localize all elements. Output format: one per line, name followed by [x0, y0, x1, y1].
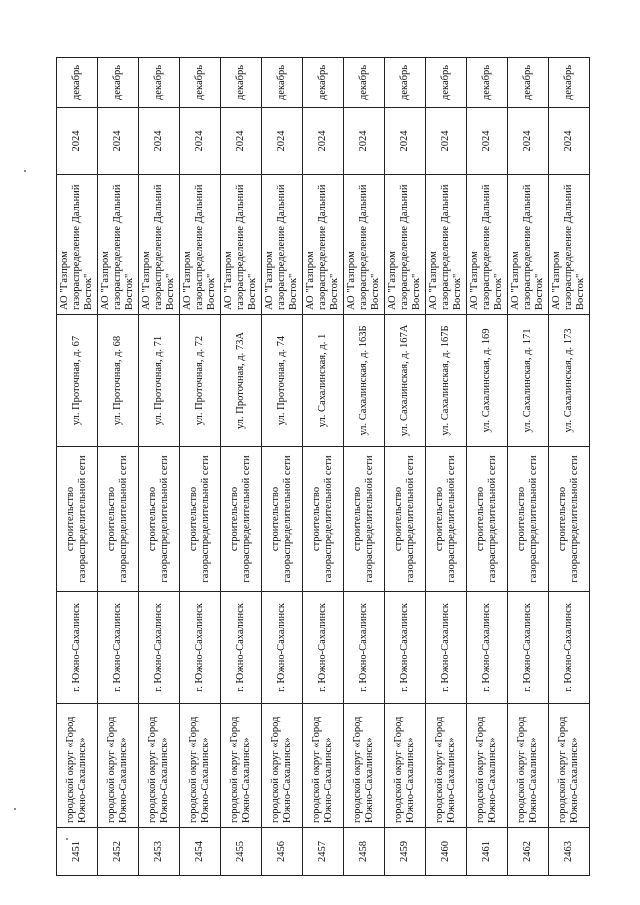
month-cell: декабрь: [467, 58, 508, 108]
settlement-cell: г. Южно-Сахалинск: [221, 592, 262, 704]
work-type-cell: строительство газораспределительной сети: [344, 447, 385, 592]
district-cell: городской округ «Город Южно-Сахалинск»: [385, 704, 426, 828]
organization-cell: АО "Газпром газораспределение Дальний Восток": [303, 175, 344, 315]
year-cell: 2024: [508, 108, 549, 175]
address-cell: ул. Сахалинская, д. 169: [467, 315, 508, 447]
month-cell: декабрь: [549, 58, 590, 108]
table-row: [385, 58, 426, 876]
work-type-cell: строительство газораспределительной сети: [385, 447, 426, 592]
row-number: 2463: [549, 828, 590, 876]
settlement-cell: г. Южно-Сахалинск: [549, 592, 590, 704]
row-number: 2453: [139, 828, 180, 876]
district-cell: городской округ «Город Южно-Сахалинск»: [57, 704, 98, 828]
month-cell: декабрь: [262, 58, 303, 108]
row-number: 2461: [467, 828, 508, 876]
row-number: 2456: [262, 828, 303, 876]
month-cell: декабрь: [508, 58, 549, 108]
organization-cell: АО "Газпром газораспределение Дальний Восток": [385, 175, 426, 315]
district-cell: городской округ «Город Южно-Сахалинск»: [262, 704, 303, 828]
organization-cell: АО "Газпром газораспределение Дальний Восток": [98, 175, 139, 315]
year-cell: 2024: [57, 108, 98, 175]
settlement-cell: г. Южно-Сахалинск: [303, 592, 344, 704]
organization-cell: АО "Газпром газораспределение Дальний Восток": [426, 175, 467, 315]
address-cell: ул. Сахалинская, д. 1: [303, 315, 344, 447]
row-number: 2459: [385, 828, 426, 876]
settlement-cell: г. Южно-Сахалинск: [385, 592, 426, 704]
table-row: [467, 58, 508, 876]
organization-cell: АО "Газпром газораспределение Дальний Восток": [508, 175, 549, 315]
row-number: 2458: [344, 828, 385, 876]
organization-cell: АО "Газпром газораспределение Дальний Восток": [180, 175, 221, 315]
row-number: 2454: [180, 828, 221, 876]
year-cell: 2024: [180, 108, 221, 175]
organization-cell: АО "Газпром газораспределение Дальний Восток": [262, 175, 303, 315]
month-cell: декабрь: [180, 58, 221, 108]
settlement-cell: г. Южно-Сахалинск: [262, 592, 303, 704]
year-cell: 2024: [385, 108, 426, 175]
address-cell: ул. Проточная, д. 74: [262, 315, 303, 447]
work-type-cell: строительство газораспределительной сети: [98, 447, 139, 592]
table-row: [344, 58, 385, 876]
month-cell: декабрь: [98, 58, 139, 108]
table-row: [57, 58, 98, 876]
district-cell: городской округ «Город Южно-Сахалинск»: [467, 704, 508, 828]
settlement-cell: г. Южно-Сахалинск: [344, 592, 385, 704]
organization-cell: АО "Газпром газораспределение Дальний Восток": [549, 175, 590, 315]
table-row: [139, 58, 180, 876]
year-cell: 2024: [467, 108, 508, 175]
settlement-cell: г. Южно-Сахалинск: [426, 592, 467, 704]
table-body: [57, 58, 590, 876]
organization-cell: АО "Газпром газораспределение Дальний Восток": [344, 175, 385, 315]
district-cell: городской округ «Город Южно-Сахалинск»: [549, 704, 590, 828]
month-cell: декабрь: [139, 58, 180, 108]
table-row: [303, 58, 344, 876]
row-number: 2457: [303, 828, 344, 876]
address-cell: ул. Сахалинская, д. 171: [508, 315, 549, 447]
address-cell: ул. Сахалинская, д. 167Б: [426, 315, 467, 447]
table-row: [426, 58, 467, 876]
organization-cell: АО "Газпром газораспределение Дальний Восток": [221, 175, 262, 315]
district-cell: городской округ «Город Южно-Сахалинск»: [98, 704, 139, 828]
district-cell: городской округ «Город Южно-Сахалинск»: [508, 704, 549, 828]
row-number: 2455: [221, 828, 262, 876]
table-row: [180, 58, 221, 876]
month-cell: декабрь: [221, 58, 262, 108]
address-cell: ул. Сахалинская, д. 173: [549, 315, 590, 447]
settlement-cell: г. Южно-Сахалинск: [508, 592, 549, 704]
district-cell: городской округ «Город Южно-Сахалинск»: [426, 704, 467, 828]
month-cell: декабрь: [344, 58, 385, 108]
work-type-cell: строительство газораспределительной сети: [426, 447, 467, 592]
address-cell: ул. Сахалинская, д. 163Б: [344, 315, 385, 447]
organization-cell: АО "Газпром газораспределение Дальний Восток": [57, 175, 98, 315]
organization-cell: АО "Газпром газораспределение Дальний Восток": [467, 175, 508, 315]
rotated-table-wrapper: [56, 58, 586, 876]
settlement-cell: г. Южно-Сахалинск: [139, 592, 180, 704]
work-type-cell: строительство газораспределительной сети: [549, 447, 590, 592]
work-type-cell: строительство газораспределительной сети: [221, 447, 262, 592]
district-cell: городской округ «Город Южно-Сахалинск»: [139, 704, 180, 828]
organization-cell: АО "Газпром газораспределение Дальний Восток": [139, 175, 180, 315]
address-cell: ул. Проточная, д. 71: [139, 315, 180, 447]
work-type-cell: строительство газораспределительной сети: [262, 447, 303, 592]
work-type-cell: строительство газораспределительной сети: [303, 447, 344, 592]
address-cell: ул. Проточная, д. 68: [98, 315, 139, 447]
month-cell: декабрь: [303, 58, 344, 108]
row-number: 2451: [57, 828, 98, 876]
table-row: [549, 58, 590, 876]
work-type-cell: строительство газораспределительной сети: [180, 447, 221, 592]
year-cell: 2024: [221, 108, 262, 175]
work-type-cell: строительство газораспределительной сети: [139, 447, 180, 592]
month-cell: декабрь: [57, 58, 98, 108]
row-number: 2462: [508, 828, 549, 876]
scan-speck: [66, 838, 68, 840]
gasification-schedule-table: [56, 57, 590, 876]
year-cell: 2024: [262, 108, 303, 175]
year-cell: 2024: [344, 108, 385, 175]
work-type-cell: строительство газораспределительной сети: [57, 447, 98, 592]
year-cell: 2024: [426, 108, 467, 175]
year-cell: 2024: [303, 108, 344, 175]
table-row: [98, 58, 139, 876]
address-cell: ул. Проточная, д. 67: [57, 315, 98, 447]
work-type-cell: строительство газораспределительной сети: [467, 447, 508, 592]
table-row: [262, 58, 303, 876]
table-row: [221, 58, 262, 876]
work-type-cell: строительство газораспределительной сети: [508, 447, 549, 592]
row-number: 2452: [98, 828, 139, 876]
table-row: [508, 58, 549, 876]
year-cell: 2024: [139, 108, 180, 175]
district-cell: городской округ «Город Южно-Сахалинск»: [180, 704, 221, 828]
district-cell: городской округ «Город Южно-Сахалинск»: [221, 704, 262, 828]
district-cell: городской округ «Город Южно-Сахалинск»: [303, 704, 344, 828]
settlement-cell: г. Южно-Сахалинск: [57, 592, 98, 704]
district-cell: городской округ «Город Южно-Сахалинск»: [344, 704, 385, 828]
year-cell: 2024: [549, 108, 590, 175]
address-cell: ул. Проточная, д. 73А: [221, 315, 262, 447]
address-cell: ул. Проточная, д. 72: [180, 315, 221, 447]
settlement-cell: г. Южно-Сахалинск: [98, 592, 139, 704]
scan-speck: [14, 808, 16, 810]
scan-speck: [24, 170, 26, 172]
settlement-cell: г. Южно-Сахалинск: [467, 592, 508, 704]
month-cell: декабрь: [426, 58, 467, 108]
address-cell: ул. Сахалинская, д. 167А: [385, 315, 426, 447]
row-number: 2460: [426, 828, 467, 876]
month-cell: декабрь: [385, 58, 426, 108]
settlement-cell: г. Южно-Сахалинск: [180, 592, 221, 704]
year-cell: 2024: [98, 108, 139, 175]
